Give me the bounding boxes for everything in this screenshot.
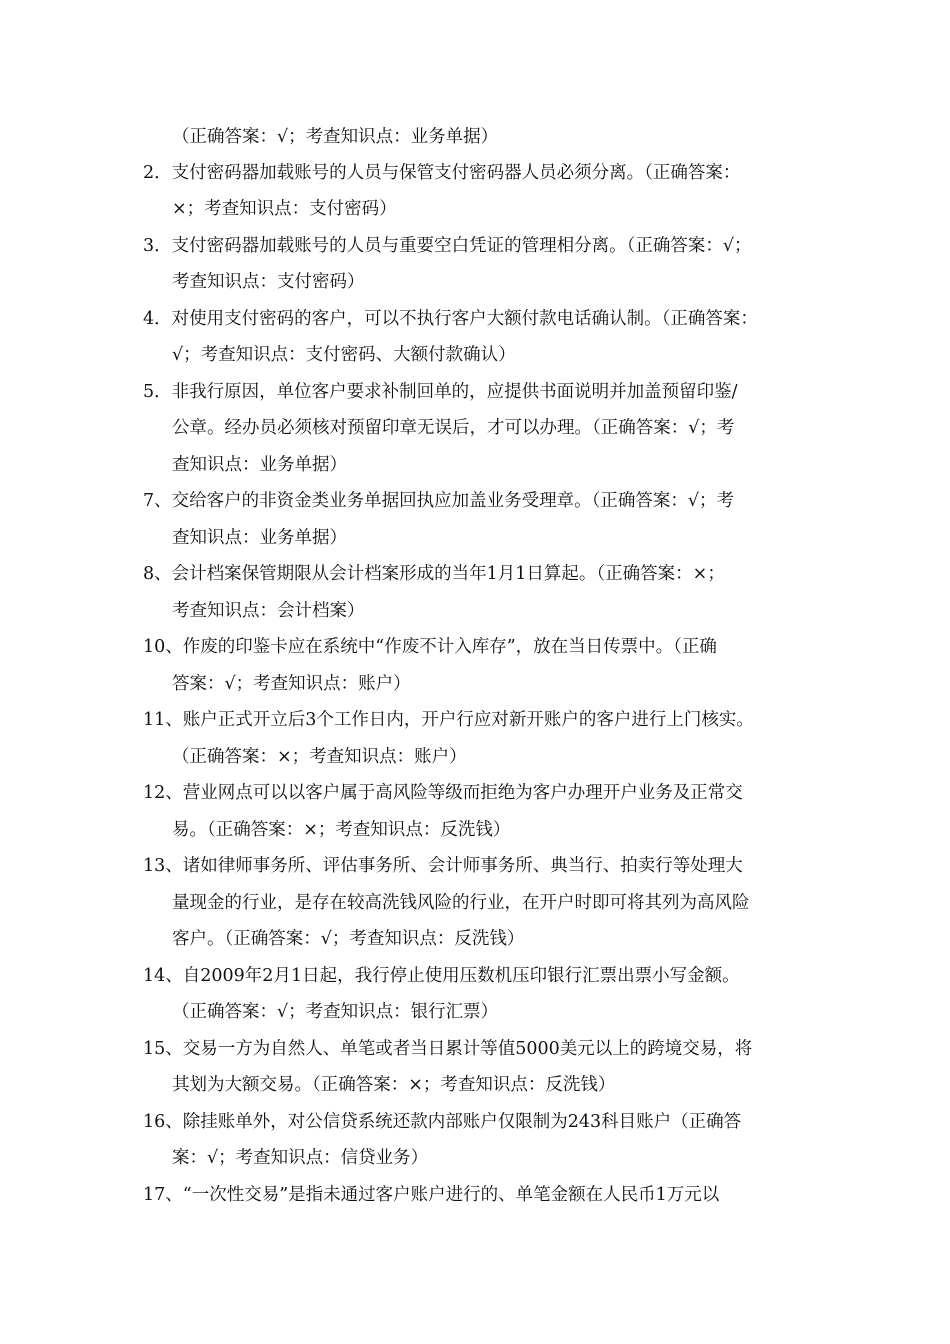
text-line: 考查知识点：支付密码） bbox=[172, 272, 365, 292]
text-line: 11、账户正式开立后3个工作日内，开户行应对新开账户的客户进行上门核实。 bbox=[143, 710, 754, 730]
text-line: 答案：√；考查知识点：账户） bbox=[172, 674, 411, 694]
text-line: 案：√；考查知识点：信贷业务） bbox=[172, 1148, 429, 1168]
text-line: 10、作废的印鉴卡应在系统中“作废不计入库存”，放在当日传票中。（正确 bbox=[143, 637, 717, 657]
text-line: √；考查知识点：支付密码、大额付款确认） bbox=[172, 345, 516, 365]
text-line: 查知识点：业务单据） bbox=[172, 455, 347, 475]
text-line: 17、“一次性交易”是指未通过客户账户进行的、单笔金额在人民币1万元以 bbox=[143, 1185, 720, 1205]
text-line: 14、自2009年2月1日起，我行停止使用压数机压印银行汇票出票小写金额。 bbox=[143, 966, 740, 986]
text-line: 3．支付密码器加载账号的人员与重要空白凭证的管理相分离。（正确答案：√； bbox=[143, 236, 752, 256]
text-line: 15、交易一方为自然人、单笔或者当日累计等值5000美元以上的跨境交易，将 bbox=[143, 1039, 753, 1059]
text-line: 13、诸如律师事务所、评估事务所、会计师事务所、典当行、拍卖行等处理大 bbox=[143, 856, 743, 876]
text-line: 5．非我行原因，单位客户要求补制回单的，应提供书面说明并加盖预留印鉴/ bbox=[143, 382, 738, 402]
text-line: （正确答案：√；考查知识点：银行汇票） bbox=[172, 1002, 499, 1022]
text-line: 16、除挂账单外，对公信贷系统还款内部账户仅限制为243科目账户（正确答 bbox=[143, 1112, 742, 1132]
text-line: 12、营业网点可以以客户属于高风险等级而拒绝为客户办理开户业务及正常交 bbox=[143, 783, 743, 803]
text-line: 8、会计档案保管期限从会计档案形成的当年1月1日算起。（正确答案：×； bbox=[143, 564, 725, 584]
text-line: 查知识点：业务单据） bbox=[172, 528, 347, 548]
text-line: 其划为大额交易。（正确答案：×；考查知识点：反洗钱） bbox=[172, 1075, 616, 1095]
text-line: 4．对使用支付密码的客户，可以不执行客户大额付款电话确认制。（正确答案： bbox=[143, 309, 758, 329]
text-line: 2．支付密码器加载账号的人员与保管支付密码器人员必须分离。（正确答案： bbox=[143, 163, 741, 183]
text-line: 考查知识点：会计档案） bbox=[172, 601, 365, 621]
text-line: ×；考查知识点：支付密码） bbox=[172, 199, 397, 219]
text-line: （正确答案：√；考查知识点：业务单据） bbox=[172, 127, 499, 147]
text-line: 量现金的行业，是存在较高洗钱风险的行业，在开户时即可将其列为高风险 bbox=[172, 893, 750, 913]
text-line: 公章。经办员必须核对预留印章无误后，才可以办理。（正确答案：√；考 bbox=[172, 418, 735, 438]
text-line: （正确答案：×；考查知识点：账户） bbox=[172, 747, 467, 767]
text-line: 客户。（正确答案：√；考查知识点：反洗钱） bbox=[172, 929, 525, 949]
text-line: 7、交给客户的非资金类业务单据回执应加盖业务受理章。（正确答案：√；考 bbox=[143, 491, 735, 511]
text-line: 易。（正确答案：×；考查知识点：反洗钱） bbox=[172, 820, 511, 840]
